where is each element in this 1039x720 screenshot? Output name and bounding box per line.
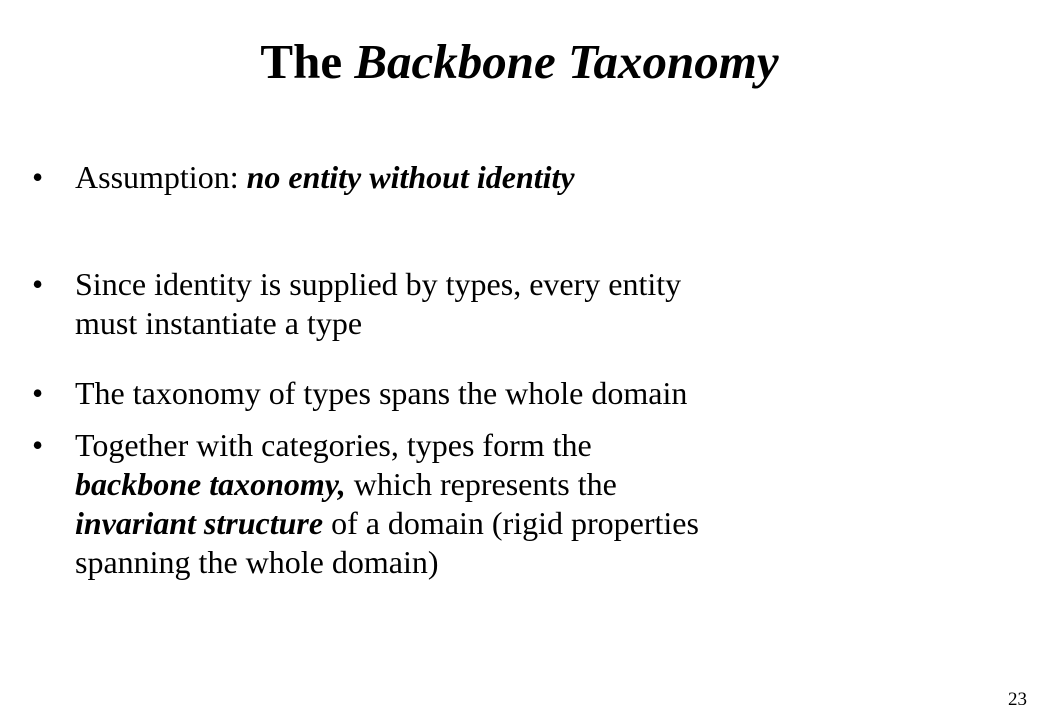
- bullet-text-segment: Assumption:: [75, 159, 247, 195]
- bullet-item-2: [32, 265, 992, 343]
- bullet-marker: •: [32, 159, 44, 195]
- bullet-item-3: [32, 374, 992, 413]
- bullet-text-segment: which represents the: [345, 466, 617, 502]
- bullet-emphasis-segment: invariant structure: [75, 505, 324, 541]
- bullet-line: [75, 465, 992, 504]
- bullet-item-4: [32, 426, 992, 582]
- page-number: 23: [1008, 689, 1027, 710]
- bullet-marker: •: [32, 266, 44, 302]
- bullet-marker: •: [32, 427, 44, 463]
- bullet-line: must instantiate a type: [75, 305, 363, 341]
- bullet-line: The taxonomy of types spans the whole domain: [75, 375, 688, 411]
- bullet-line: Since identity is supplied by types, every entity: [75, 266, 682, 302]
- bullet-line: Together with categories, types form the: [75, 427, 592, 463]
- title-lead: The: [260, 34, 355, 89]
- bullet-emphasis-segment: no entity without identity: [246, 159, 575, 195]
- bullet-item-1: [32, 158, 992, 197]
- bullet-emphasis-segment: backbone taxonomy,: [75, 466, 346, 502]
- bullet-marker: •: [32, 375, 44, 411]
- bullet-line: spanning the whole domain): [75, 544, 439, 580]
- bullet-text: [75, 158, 992, 197]
- bullet-line: [75, 504, 992, 543]
- slide-title: [0, 32, 1039, 92]
- bullet-text-segment: of a domain (rigid properties: [323, 505, 699, 541]
- title-emphasis: Backbone Taxonomy: [354, 34, 779, 89]
